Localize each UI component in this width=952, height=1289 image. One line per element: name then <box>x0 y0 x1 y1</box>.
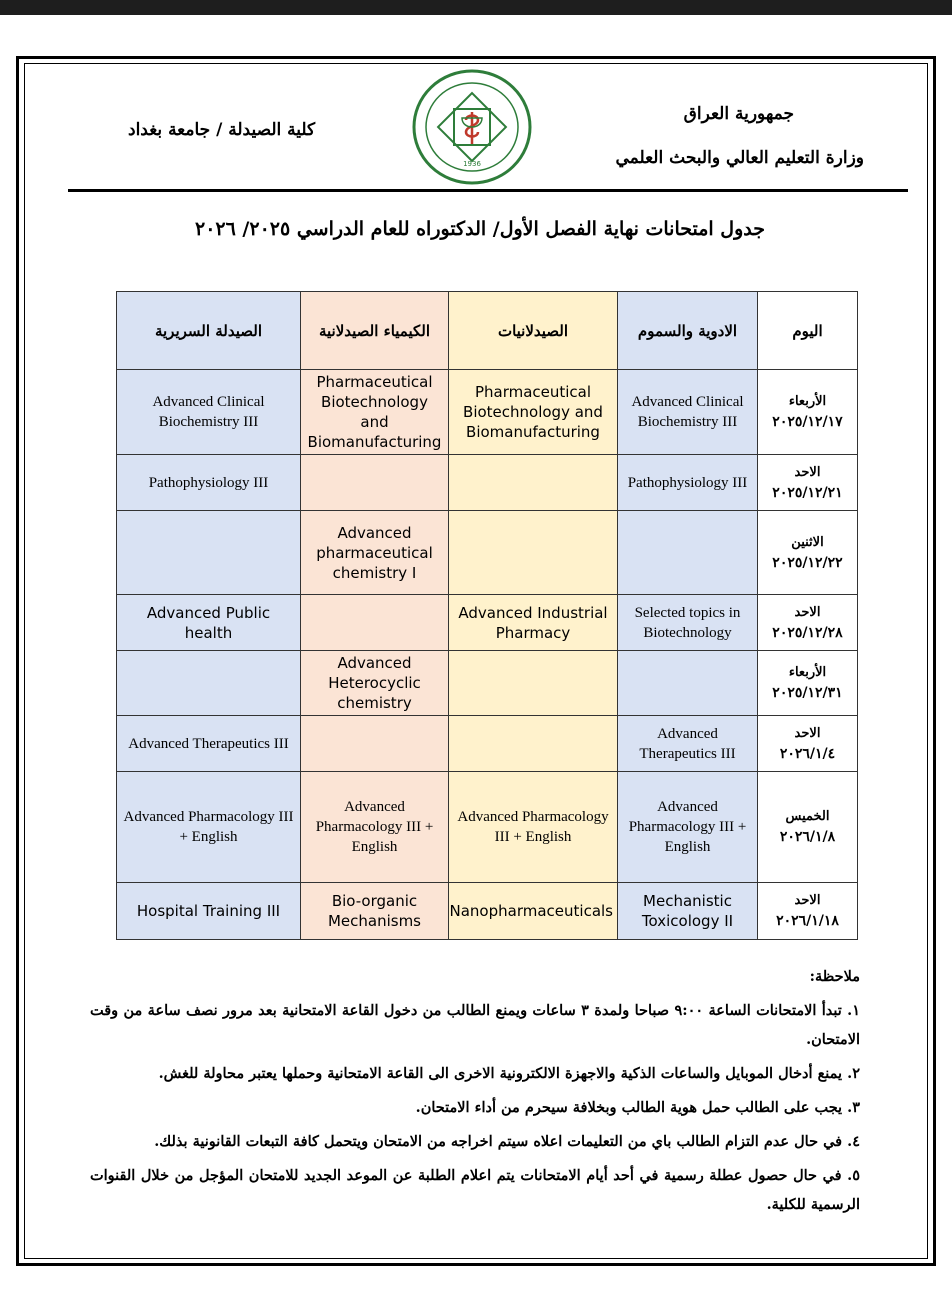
cell-pharmaceutical-chemistry: Advanced Heterocyclic chemistry <box>301 651 449 716</box>
cell-pharmaceutical-chemistry: Advanced Pharmacology III + English <box>301 772 449 883</box>
day-name: الأربعاء <box>788 665 827 680</box>
exam-schedule-table <box>116 291 858 940</box>
note-item: ٤. في حال عدم التزام الطالب باي من التعليمات اعلاه سيتم اخراجه من الامتحان ويتحمل كافة التبعات القانونية بذلك. <box>154 1133 860 1150</box>
cell-pharmacology-toxicology: Mechanistic Toxicology II <box>618 883 758 940</box>
note-item: ٣. يجب على الطالب حمل هوية الطالب وبخلافة سيحرم من أداء الامتحان. <box>415 1099 860 1116</box>
day-cell <box>758 595 858 651</box>
day-date: ٢٠٢٦/١/٤ <box>779 745 836 762</box>
table-row <box>117 511 858 595</box>
day-cell <box>758 455 858 511</box>
header-republic: جمهورية العراق <box>683 104 794 124</box>
col-header-clinical-pharmacy: الصيدلة السريرية <box>117 292 301 370</box>
day-date: ٢٠٢٥/١٢/٢١ <box>772 484 843 501</box>
cell-pharmaceutics: Pharmaceutical Biotechnology and Biomanufacturing <box>449 370 618 455</box>
college-seal-logo <box>410 68 534 186</box>
day-cell <box>758 772 858 883</box>
cell-pharmacology-toxicology: Advanced Clinical Biochemistry III <box>618 370 758 455</box>
day-cell <box>758 511 858 595</box>
header-college: كلية الصيدلة / جامعة بغداد <box>128 120 316 140</box>
page-title: جدول امتحانات نهاية الفصل الأول/ الدكتوراه للعام الدراسي ٢٠٢٥/ ٢٠٢٦ <box>194 218 766 240</box>
cell-pharmaceutics <box>449 651 618 716</box>
table-row <box>117 883 858 940</box>
day-date: ٢٠٢٥/١٢/٢٢ <box>772 554 843 571</box>
notes-heading: ملاحظة: <box>809 968 860 985</box>
table-row <box>117 595 858 651</box>
cell-pharmacology-toxicology: Advanced Pharmacology III + English <box>618 772 758 883</box>
cell-pharmaceutics <box>449 511 618 595</box>
table-row <box>117 455 858 511</box>
cell-pharmacology-toxicology: Advanced Therapeutics III <box>618 716 758 772</box>
day-name: الخميس <box>785 809 830 824</box>
table-row <box>117 716 858 772</box>
cell-pharmacology-toxicology <box>618 511 758 595</box>
cell-pharmacology-toxicology: Selected topics in Biotechnology <box>618 595 758 651</box>
notes-section <box>90 962 860 1224</box>
note-item: ٥. في حال حصول عطلة رسمية في أحد أيام الامتحانات يتم اعلام الطلبة عن الموعد الجديد للامتحان المؤجل من خلال القنوات الرسمية للكلية. <box>90 1167 860 1213</box>
day-cell <box>758 716 858 772</box>
day-date: ٢٠٢٦/١/٨ <box>779 829 836 845</box>
table-row <box>117 772 858 883</box>
cell-pharmaceutical-chemistry: Advanced pharmaceutical chemistry I <box>301 511 449 595</box>
cell-clinical-pharmacy <box>117 511 301 595</box>
day-name: الاحد <box>794 893 821 908</box>
day-cell <box>758 651 858 716</box>
day-name: الأربعاء <box>788 394 827 409</box>
note-item: ٢. يمنع أدخال الموبايل والساعات الذكية والاجهزة الالكترونية الاخرى الى القاعة الامتحانية وحملها يعتبر محاولة للغش. <box>158 1065 860 1082</box>
day-date: ٢٠٢٥/١٢/٢٨ <box>772 624 843 641</box>
cell-pharmacology-toxicology: Pathophysiology III <box>618 455 758 511</box>
table-row <box>117 370 858 455</box>
cell-pharmacology-toxicology <box>618 651 758 716</box>
cell-clinical-pharmacy: Advanced Public health <box>117 595 301 651</box>
day-date: ٢٠٢٥/١٢/١٧ <box>772 414 843 430</box>
day-name: الاحد <box>794 604 821 620</box>
cell-pharmaceutics: Nanopharmaceuticals <box>449 883 618 940</box>
cell-pharmaceutics <box>449 716 618 772</box>
col-header-pharmaceutical-chemistry: الكيمياء الصيدلانية <box>301 292 449 370</box>
cell-pharmaceutical-chemistry <box>301 595 449 651</box>
cell-clinical-pharmacy: Pathophysiology III <box>117 455 301 511</box>
cell-clinical-pharmacy: Advanced Pharmacology III + English <box>117 772 301 883</box>
col-header-pharmacology-toxicology: الادوية والسموم <box>618 292 758 370</box>
day-cell <box>758 883 858 940</box>
cell-pharmaceutical-chemistry <box>301 455 449 511</box>
cell-pharmaceutical-chemistry: Bio-organic Mechanisms <box>301 883 449 940</box>
top-status-bar <box>0 0 952 15</box>
header-ministry: وزارة التعليم العالي والبحث العلمي <box>615 148 864 168</box>
day-name: الاثنين <box>791 534 824 550</box>
day-cell <box>758 370 858 455</box>
header-divider <box>68 189 908 192</box>
cell-pharmaceutical-chemistry <box>301 716 449 772</box>
day-name: الاحد <box>794 725 821 741</box>
cell-pharmaceutics <box>449 455 618 511</box>
cell-clinical-pharmacy <box>117 651 301 716</box>
cell-clinical-pharmacy: Hospital Training III <box>117 883 301 940</box>
logo-year: 1936 <box>463 160 481 168</box>
cell-pharmaceutics: Advanced Industrial Pharmacy <box>449 595 618 651</box>
col-header-day: اليوم <box>758 292 858 370</box>
day-date: ٢٠٢٥/١٢/٣١ <box>772 685 843 701</box>
day-name: الاحد <box>794 464 821 480</box>
table-header-row <box>117 292 858 370</box>
cell-pharmaceutics: Advanced Pharmacology III + English <box>449 772 618 883</box>
cell-clinical-pharmacy: Advanced Therapeutics III <box>117 716 301 772</box>
table-row <box>117 651 858 716</box>
note-item: ١. تبدأ الامتحانات الساعة ٩:٠٠ صباحا ولمدة ٣ ساعات ويمنع الطالب من دخول القاعة الامتحانية بعد مرور نصف ساعة من وقت الامتحان. <box>90 1002 861 1048</box>
col-header-pharmaceutics: الصيدلانيات <box>449 292 618 370</box>
cell-pharmaceutical-chemistry: Pharmaceutical Biotechnology and Biomanufacturing <box>301 370 449 455</box>
cell-clinical-pharmacy: Advanced Clinical Biochemistry III <box>117 370 301 455</box>
day-date: ٢٠٢٦/١/١٨ <box>776 913 839 929</box>
